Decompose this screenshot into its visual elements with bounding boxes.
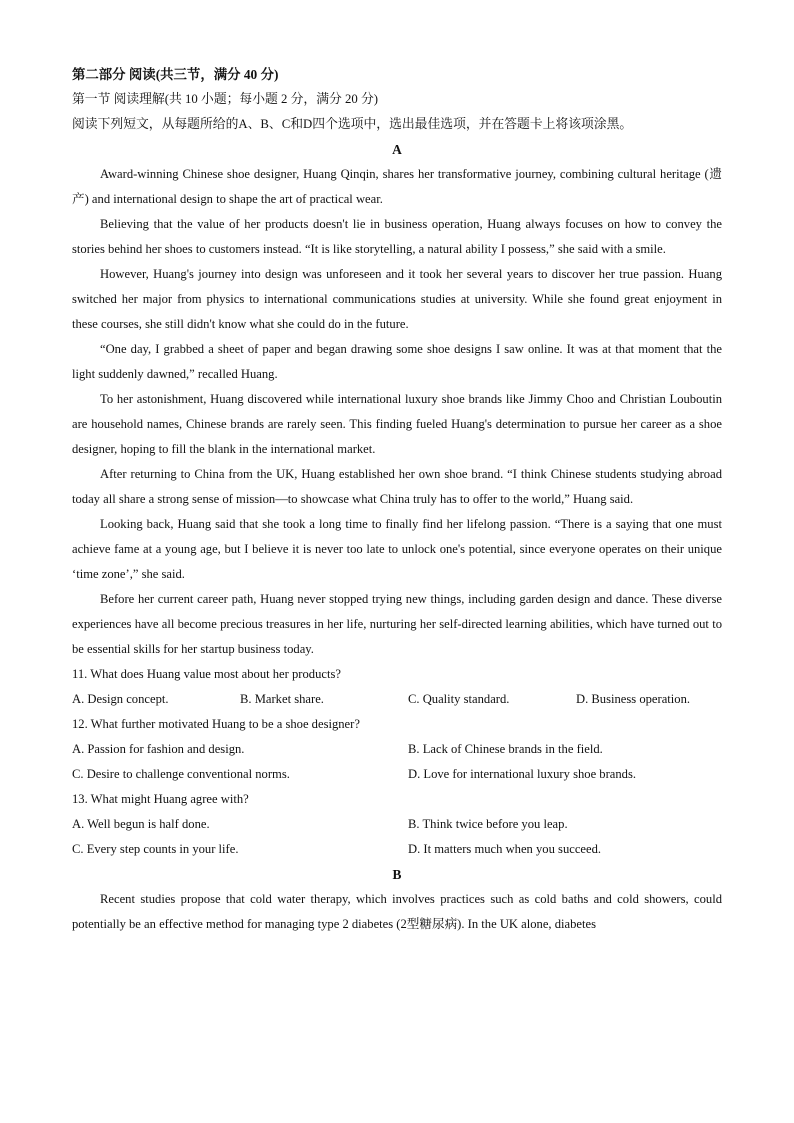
question-12-stem: 12. What further motivated Huang to be a shoe designer? — [72, 717, 360, 731]
option-c: C. Quality standard. — [408, 692, 510, 706]
exam-page — [72, 62, 722, 937]
question-13-options — [72, 812, 722, 862]
passage-a-paragraph: Believing that the value of her products doesn't lie in business operation, Huang always focuses on how to convey the stories behind her shoes to customers instead. “It is like storytelling, a natural ability I possess,” she said with a smile. — [72, 217, 722, 256]
option-a: A. Design concept. — [72, 692, 169, 706]
option-d: D. Business operation. — [576, 692, 691, 706]
question-11-options — [72, 687, 722, 712]
section-title: 第一节 阅读理解(共 10 小题；每小题 2 分，满分 20 分) — [72, 92, 379, 106]
passage-a-paragraph: “One day, I grabbed a sheet of paper and began drawing some shoe designs I saw online. It was at that moment that the light suddenly dawned,” recalled Huang. — [72, 342, 722, 381]
passage-a-label: A — [392, 142, 402, 157]
option-d: D. It matters much when you succeed. — [408, 842, 602, 856]
option-b: B. Market share. — [240, 692, 324, 706]
question-11-stem: 11. What does Huang value most about her products? — [72, 667, 341, 681]
option-b: B. Lack of Chinese brands in the field. — [408, 742, 603, 756]
passage-a-paragraph: To her astonishment, Huang discovered while international luxury shoe brands like Jimmy Choo and Christian Louboutin are household names, Chinese brands are rarely seen. This finding fueled Huang's determination to pursue her career as a shoe designer, hoping to fill the blank in the international market. — [72, 392, 722, 456]
question-13-stem: 13. What might Huang agree with? — [72, 792, 249, 806]
passage-a-paragraph: Award-winning Chinese shoe designer, Huang Qinqin, shares her transformative journey, combining cultural heritage (遗产) and international design to shape the art of practical wear. — [72, 167, 722, 206]
option-c: C. Desire to challenge conventional norms. — [72, 767, 290, 781]
passage-b-paragraph: Recent studies propose that cold water therapy, which involves practices such as cold baths and cold showers, could potentially be an effective method for managing type 2 diabetes (2型糖尿病). In the UK alone, diabetes — [72, 892, 722, 931]
passage-a-paragraph: Before her current career path, Huang never stopped trying new things, including garden design and dance. These diverse experiences have all become precious treasures in her life, nurturing her self-directed learning abilities, which have turned out to be essential skills for her startup business today. — [72, 592, 722, 656]
option-b: B. Think twice before you leap. — [408, 817, 568, 831]
option-a: A. Well begun is half done. — [72, 817, 210, 831]
passage-a-paragraph: However, Huang's journey into design was unforeseen and it took her several years to discover her true passion. Huang switched her major from physics to international communications studies at university. While she found great enjoyment in these courses, she still didn't know what she could do in the future. — [72, 267, 722, 331]
passage-b-label: B — [392, 867, 402, 882]
question-12-options — [72, 737, 722, 787]
part-title: 第二部分 阅读(共三节，满分 40 分) — [72, 67, 279, 82]
option-c: C. Every step counts in your life. — [72, 842, 239, 856]
option-d: D. Love for international luxury shoe brands. — [408, 767, 637, 781]
option-a: A. Passion for fashion and design. — [72, 742, 245, 756]
instruction: 阅读下列短文，从每题所给的A、B、C和D四个选项中，选出最佳选项，并在答题卡上将该项涂黑。 — [72, 117, 633, 131]
passage-a-paragraph: Looking back, Huang said that she took a long time to finally find her lifelong passion. “There is a saying that one must achieve fame at a young age, but I believe it is never too late to unlock one's potential, since everyone operates on their unique ‘time zone’,” she said. — [72, 517, 722, 581]
passage-a-paragraph: After returning to China from the UK, Huang established her own shoe brand. “I think Chinese students studying abroad today all share a strong sense of mission—to showcase what China truly has to offer to the world,” Huang said. — [72, 467, 722, 506]
